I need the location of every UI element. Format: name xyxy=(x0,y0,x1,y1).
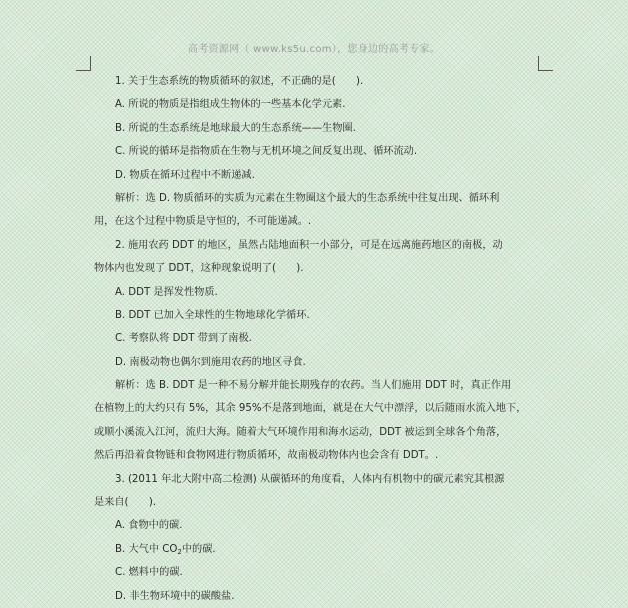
option-line: D. 物质在循环过程中不断递减. xyxy=(115,169,255,181)
explanation-continuation: 用，在这个过程中物质是守恒的，不可能递减。. xyxy=(94,216,312,228)
question-continuation: 是来自( ). xyxy=(94,497,157,509)
page-header: 高考资源网（ www.ks5u.com），您身边的高考专家。 xyxy=(187,44,441,55)
question-continuation: 物体内也发现了 DDT，这种现象说明了( ). xyxy=(94,263,304,275)
option-text: 中的碳. xyxy=(181,543,216,555)
option-line: B. 所说的生态系统是地球最大的生态系统——生物圈. xyxy=(115,122,356,134)
option-line: C. 燃料中的碳. xyxy=(115,567,183,579)
option-line: A. 食物中的碳. xyxy=(115,520,183,532)
option-line: B. DDT 已加入全球性的生物地球化学循环. xyxy=(115,309,310,321)
explanation-line: 解析：选 B. DDT 是一种不易分解并能长期残存的农药。当人们施用 DDT 时，真正作用 xyxy=(115,380,512,392)
option-line: C. 考察队将 DDT 带到了南极. xyxy=(115,333,252,345)
crop-mark-left xyxy=(76,56,91,71)
document-body xyxy=(94,70,534,608)
option-line: A. 所说的物质是指组成生物体的一些基本化学元素. xyxy=(115,99,346,111)
explanation-line: 解析：选 D. 物质循环的实质为元素在生物圈这个最大的生态系统中往复出现、循环利 xyxy=(115,192,500,204)
subscript: 2 xyxy=(177,547,182,556)
option-line-co2 xyxy=(94,538,534,561)
question-3: 3. (2011 年北大附中高二检测) 从碳循环的角度看，人体内有机物中的碳元素究其根源 xyxy=(115,473,505,485)
option-text: B. 大气中 CO xyxy=(115,543,178,555)
option-line: D. 南极动物也偶尔到施用农药的地区寻食. xyxy=(115,356,306,368)
crop-mark-right xyxy=(538,56,553,71)
question-1: 1. 关于生态系统的物质循环的叙述，不正确的是( ). xyxy=(115,76,364,87)
option-line: A. DDT 是挥发性物质. xyxy=(115,286,218,298)
option-line: C. 所说的循环是指物质在生物与无机环境之间反复出现、循环流动. xyxy=(115,146,418,158)
option-line: D. 非生物环境中的碳酸盐. xyxy=(115,590,235,602)
explanation-continuation: 或顺小溪流入江河，流归大海。随着大气环境作用和海水运动，DDT 被运到全球各个角落， xyxy=(94,426,507,438)
explanation-continuation: 然后再沿着食物链和食物网进行物质循环，故南极动物体内也会含有 DDT。. xyxy=(94,450,439,462)
explanation-continuation: 在植物上的大约只有 5%，其余 95%不是落到地面，就是在大气中漂浮，以后随雨水流入地下， xyxy=(94,403,527,415)
question-2: 2. 施用农药 DDT 的地区，虽然占陆地面积一小部分，可是在远离施药地区的南极，动 xyxy=(115,239,503,251)
